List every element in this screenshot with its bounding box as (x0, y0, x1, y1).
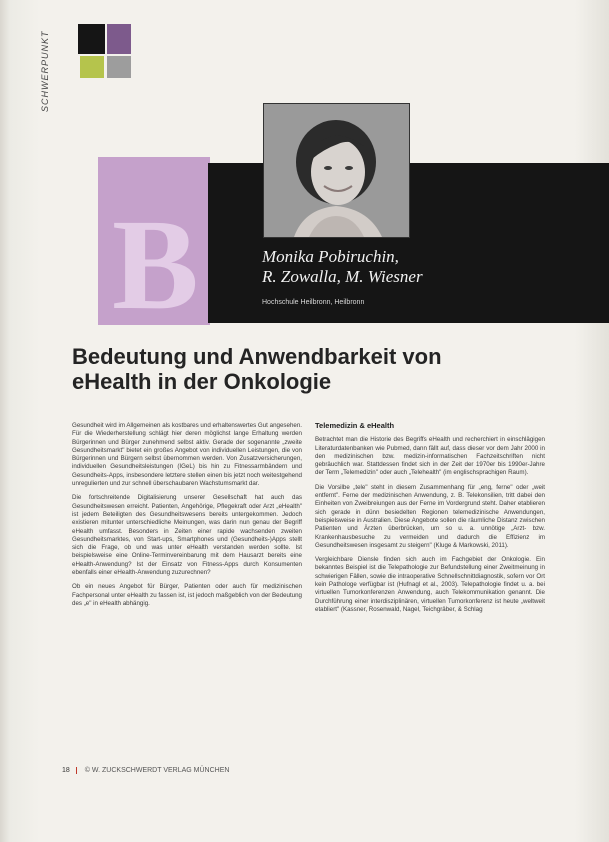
right-paragraph-3: Vergleichbare Diensle finden sich auch im Fachgebiet der Onkologie. Ein bekanntes Beispiel ist die Telepathologie zur Befundstellung einer Zweitmeinung in schwierigen Fällen, sowie die intraoperative Schnellschnittdiagnostik, sofern vor Ort kein Pathologe verfügbar ist (Hufnagl et al., 2003). Telepathologie findet u. a. bei virtuellen Tumorkonferenzen Anwendung, auch Telekommunikation genannt. Die Durchführung einer interdisziplinären, virtuellen Tumorkonferenz ist heute „weltweit etabliert" (Kassner, Rosenwald, Nagel, Teichgräber, & Schlag (315, 556, 545, 613)
left-paragraph-2: Die fortschreitende Digitalisierung unserer Gesellschaft hat auch das Gesundheitswesen erreicht. Patienten, Angehörige, Pflegekraft oder Arzt „eHealth" ist jedem Beteiligten des Gesundheitswesens bereits untergekommen. Jedoch existieren mitunter unterschiedliche Meinungen, was darin nun genau der Begriff eHealth umfasst. Besonders in Zeiten einer rapide wachsenden zweiten Gesundheitsmarktes, von Start-ups, Smartphones und (Gesundheits-)Apps stellt sich die Frage, ob und was unter eHealth verstanden werden sollte. Ist beispielsweise eine Online-Terminvereinbarung mit dem Hausarzt bereits eine eHealth-Anwendung? Ist der Einsatz von Fitness-Apps durch Konsumenten ebenfalls einer eHealth-Anwendung zuzurechnen? (72, 494, 302, 577)
section-label-text: SCHWERPUNKT (40, 30, 50, 112)
left-paragraph-3: Ob ein neues Angebot für Bürger, Patienten oder auch für medizinischen Fachpersonal unter eHealth zu fassen ist, ist jedoch maßgeblich von der Bedeutung des „e" in eHealth abhängig. (72, 583, 302, 607)
decor-square-green (80, 56, 104, 78)
section-label (40, 16, 54, 112)
article-title-line-1: Bedeutung und Anwendbarkeit von (72, 344, 442, 369)
authors (262, 247, 423, 287)
publisher-credit: © W. ZUCKSCHWERDT VERLAG MÜNCHEN (84, 767, 230, 774)
decor-square-purple (107, 24, 131, 54)
right-paragraph-2: Die Vorsilbe „tele" steht in diesem Zusammenhang für „eng, ferne" oder „weit entfernt". Ferne der medizinischen Anwendung, z. B. Telekonsilien, tritt dabei den Einheiten von Zweibreiungen aus der Ferne im Vordergrund steht. Daher etablieren sich gerade in dünn besiedelten Regionen telemedizinische Anwendungen, beispielsweise in Australien. Diese Angebote sollen die räumliche Distanz zwischen Patienten und Ärzten überbrücken, um so u. a. unnötige „Arzt- bzw. Krankenhausbesuche zu vermeiden und dadurch die Effizienz im Gesundheitswesen insgesamt zu steigern" (Kluge & Markowski, 2011). (315, 483, 545, 549)
right-column (315, 422, 545, 620)
left-column (72, 422, 302, 614)
right-column-heading: Telemedizin & eHealth (315, 421, 395, 430)
authors-line-2: R. Zowalla, M. Wiesner (262, 267, 423, 286)
left-paragraph-1: Gesundheit wird im Allgemeinen als kostbares und erhaltenswertes Gut angesehen. Für die Wiederherstellung schlägt hier deren möglichst lange Erhaltung werden Bürgerinnen und Bürger zunehmend selbst aktiv. Gerade der sogenannte „zweite Gesundheitsmarkt" bietet ein großes Angebot von individuellen Leistungen, die von Bürgerinnen und Bürgern selbst übernommen werden. Von Zusatzversicherungen, individuellen Gesundheitsleistungen (IGeL) bis hin zu Fitnessarmbändern und Gesundheits-Apps, insbesondere letztere stellen einen bis jetzt noch weitestgehend unregulierten und zur schnell überschaubaren Wachstumsmarkt dar. (72, 422, 302, 488)
header-big-letter: B (112, 193, 199, 337)
right-paragraph-1: Betrachtet man die Historie des Begriffs eHealth und recherchiert in einschlägigen Literaturdatenbanken wie Pubmed, dann fällt auf, dass dieser vor dem Jahr 2000 in den medizinischen bzw. medizin-informatischen Fachzeitschriften nicht gebräuchlich war. Stattdessen findet sich in der Zeit der 1970er bis 1990er-Jahre der Term „Telemedizin" oder auch „Telehealth" (im englischsprachigen Raum). (315, 436, 545, 477)
article-title-line-2: eHealth in der Onkologie (72, 369, 332, 394)
decor-square-black (78, 24, 105, 54)
page-footer (62, 767, 229, 774)
author-portrait-image (264, 104, 409, 237)
author-portrait (263, 103, 410, 238)
authors-line-1: Monika Pobiruchin, (262, 247, 399, 266)
affiliation: Hochschule Heilbronn, Heilbronn (262, 299, 365, 306)
page-number: 18 (62, 767, 77, 774)
article-title (72, 344, 542, 394)
decor-square-grey (107, 56, 131, 78)
